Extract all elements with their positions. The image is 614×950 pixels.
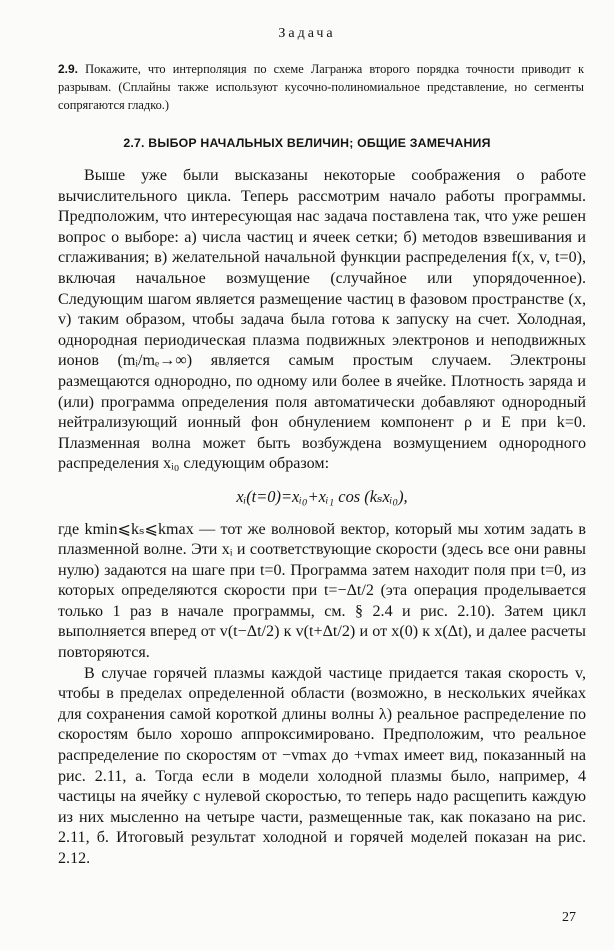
problem-number: 2.9. — [58, 62, 79, 76]
paragraph-1: Выше уже были высказаны некоторые соображения о работе вычислительного цикла. Теперь рассмотрим начало работы программы. Предположим, что интересующая нас задача поставлена так, что уже решен вопрос о выборе: а) числа частиц и ячеек сетки; б) методов взвешивания и сглаживания; в) желательной начальной функции распределения f(x, v, t=0), включая начальное возмущение (случайное или упорядоченное). Следующим шагом является размещение частиц в фазовом пространстве (x, v) таким образом, чтобы задача была готова к запуску на счет. Холодная, однородная периодическая плазма подвижных электронов и неподвижных ионов (mᵢ/mₑ→∞) является самым простым случаем. Электроны размещаются однородно, по одному или более в ячейке. Плотность заряда и (или) программа определения поля автоматически добавляют однородный нейтрализующий ионный фон обнулением компонент ρ и E при k=0. Плазменная волна может быть возбуждена возмущением однородного распределения xᵢ₀ следующим образом: — [58, 167, 586, 473]
main-text — [58, 166, 586, 870]
problem-statement — [58, 60, 584, 114]
equation: xᵢ(t=0)=xᵢ₀+xᵢ₁ cos (kₛxᵢ₀), — [236, 486, 408, 506]
paragraph-2: где kmin⩽kₛ⩽kmax — тот же волновой вектор, который мы хотим задать в плазменной волне. Эти xᵢ и соответствующие скорости (здесь все они равны нулю) задаются на шаге при t=0. Программа затем находит поля при t=0, из которых определяются скорости при t=−Δt/2 (эта операция проделывается только 1 раз в начале программы, см. § 2.4 и рис. 2.10). Затем цикл выполняется вперед от v(t−Δt/2) к v(t+Δt/2) и от x(0) к x(Δt), и далее расчеты повторяются. — [58, 520, 586, 662]
problem-text: Покажите, что интерполяция по схеме Лагранжа второго порядка точности приводит к разрывам. (Сплайны также используют кусочно-полиномиальное представление, но сегменты сопрягаются гладко.) — [58, 62, 584, 112]
page-number: 27 — [562, 910, 576, 925]
section-title: 2.7. ВЫБОР НАЧАЛЬНЫХ ВЕЛИЧИН; ОБЩИЕ ЗАМЕЧАНИЯ — [123, 136, 491, 150]
paragraph-3: В случае горячей плазмы каждой частице придается такая скорость v, чтобы в пределах определенной области (возможно, в нескольких ячейках для сохранения самой короткой длины волны λ) реальное распределение по скоростям было хорошо аппроксимировано. Предположим, что реальное распределение по скоростям от −vmax до +vmax имеет вид, показанный на рис. 2.11, а. Тогда если в модели холодной плазмы было, например, 4 частицы на ячейку с нулевой скоростью, то теперь надо расщепить каждую из них мысленно на четыре части, размещенные так, как показано на рис. 2.11, б. Итоговый результат холодной и горячей моделей показан на рис. 2.12. — [58, 664, 586, 867]
running-head: Задача — [278, 26, 336, 41]
